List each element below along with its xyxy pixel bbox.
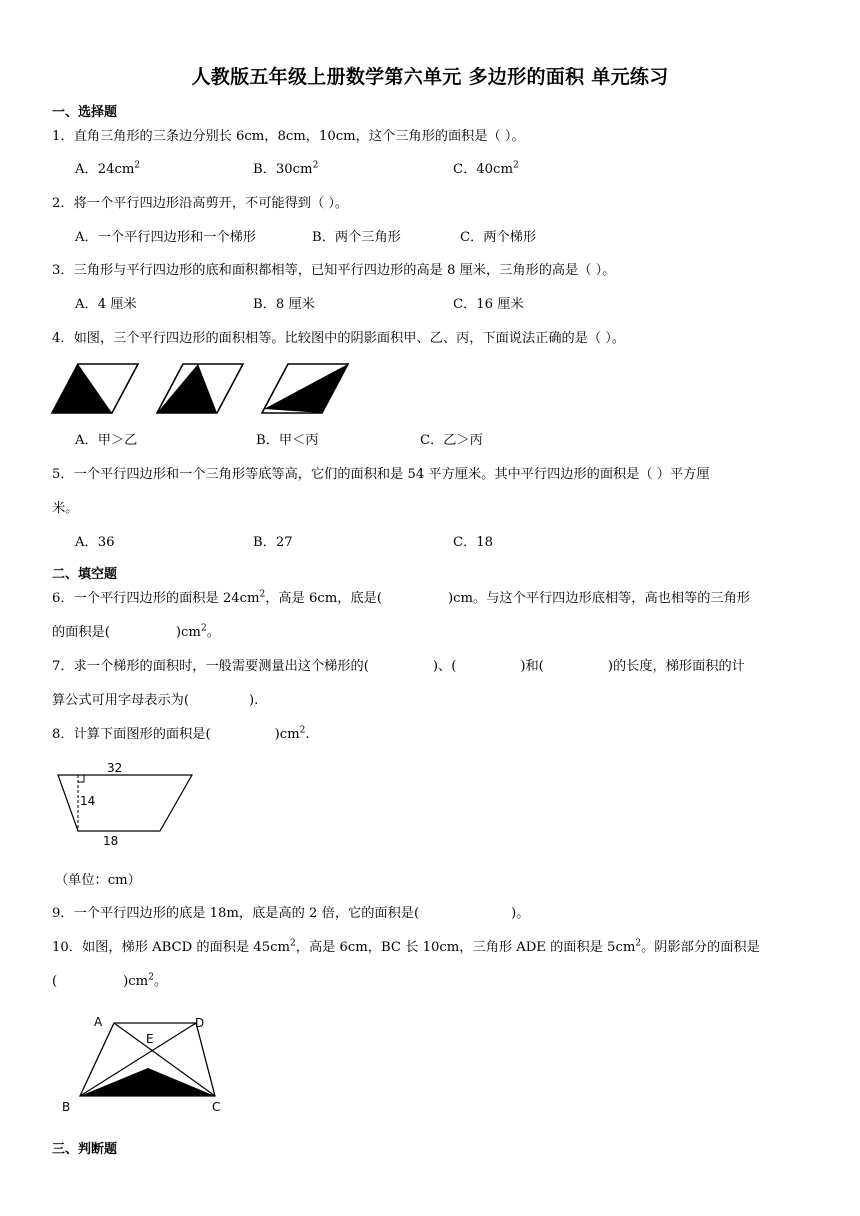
question-4-text: 4．如图，三个平行四边形的面积相等。比较图中的阴影面积甲、乙、丙，下面说法正确的是（ ）。 xyxy=(52,331,626,346)
question-6-text-line1: 6．一个平行四边形的面积是 $24cm^2$，高是 6cm，底是( )cm。与这个平行四边形底相等，高也相等的三角形 xyxy=(52,589,750,606)
question-2-option-c[interactable]: C．两个梯形 xyxy=(460,230,537,245)
parallelogram-yi xyxy=(157,364,243,413)
question-2-text: 2．将一个平行四边形沿高剪开，不可能得到（ ）。 xyxy=(52,196,349,211)
vertex-label-e: E xyxy=(146,1032,154,1046)
question-10-text-line2: ( )$cm^2$。 xyxy=(52,972,168,989)
question-10-text-line1: 10．如图，梯形 ABCD 的面积是 $45cm^2$，高是 6cm，BC 长 10cm，三角形 ADE 的面积是 $5cm^2$。阴影部分的面积是 xyxy=(52,938,760,955)
vertex-label-a: A xyxy=(94,1015,103,1029)
height-label: 14 xyxy=(80,794,96,808)
vertex-label-b: B xyxy=(62,1100,71,1114)
section-heading-fill: 二、填空题 xyxy=(52,567,118,582)
question-3-option-c[interactable]: C．16 厘米 xyxy=(453,297,524,312)
parallelogram-jia xyxy=(52,364,138,413)
question-1-option-c[interactable]: C．$40cm^2$ xyxy=(453,160,519,177)
question-7-text-line2: 算公式可用字母表示为( ). xyxy=(52,693,259,708)
parallelogram-bing xyxy=(262,364,348,413)
vertex-label-c: C xyxy=(212,1100,221,1114)
top-length-label: 32 xyxy=(107,761,123,775)
section-heading-choice: 一、选择题 xyxy=(52,105,118,120)
question-8-unit: （单位：cm） xyxy=(55,873,141,888)
page-title: 人教版五年级上册数学第六单元 多边形的面积 单元练习 xyxy=(191,66,669,88)
question-6-text-line2: 的面积是( )$cm^2$。 xyxy=(52,623,220,640)
question-5-option-c[interactable]: C．18 xyxy=(453,535,494,550)
question-5-option-a[interactable]: A．36 xyxy=(75,535,115,550)
question-1-text: 1．直角三角形的三条边分别长 6cm，8cm，10cm，这个三角形的面积是（ ）。 xyxy=(52,129,525,144)
question-1-option-a[interactable]: A．$24cm^2$ xyxy=(75,160,141,177)
question-8-trapezoid-figure xyxy=(50,758,200,854)
question-5-option-b[interactable]: B．27 xyxy=(253,535,293,550)
question-8-text: 8．计算下面图形的面积是( )$cm^2$. xyxy=(52,725,310,742)
question-3-option-a[interactable]: A．4 厘米 xyxy=(75,297,137,312)
question-4-option-a[interactable]: A．甲＞乙 xyxy=(75,433,138,448)
question-7-text-line1: 7．求一个梯形的面积时，一般需要测量出这个梯形的( )、( )和( )的长度，梯形面积的计 xyxy=(52,659,745,674)
question-3-text: 3．三角形与平行四边形的底和面积都相等，已知平行四边形的高是 8 厘米，三角形的高是（ ）。 xyxy=(52,263,616,278)
question-2-option-a[interactable]: A．一个平行四边形和一个梯形 xyxy=(75,230,256,245)
vertex-label-d: D xyxy=(195,1016,205,1030)
question-4-option-c[interactable]: C．乙＞丙 xyxy=(420,433,483,448)
question-3-option-b[interactable]: B．8 厘米 xyxy=(253,297,315,312)
right-angle-marker xyxy=(78,775,84,782)
question-10-trapezoid-figure xyxy=(52,1008,237,1122)
question-5-text-line1: 5．一个平行四边形和一个三角形等底等高，它们的面积和是 54 平方厘米。其中平行四边形的面积是（ ）平方厘 xyxy=(52,467,710,482)
question-2-option-b[interactable]: B．两个三角形 xyxy=(312,230,401,245)
question-4-option-b[interactable]: B．甲＜丙 xyxy=(256,433,319,448)
question-9-text: 9．一个平行四边形的底是 18m，底是高的 2 倍，它的面积是( )。 xyxy=(52,906,530,921)
section-heading-judge: 三、判断题 xyxy=(52,1142,118,1157)
bottom-length-label: 18 xyxy=(103,834,119,848)
question-1-option-b[interactable]: B．$30cm^2$ xyxy=(253,160,319,177)
question-5-text-line2: 米。 xyxy=(52,501,79,516)
question-4-figure xyxy=(50,362,350,420)
